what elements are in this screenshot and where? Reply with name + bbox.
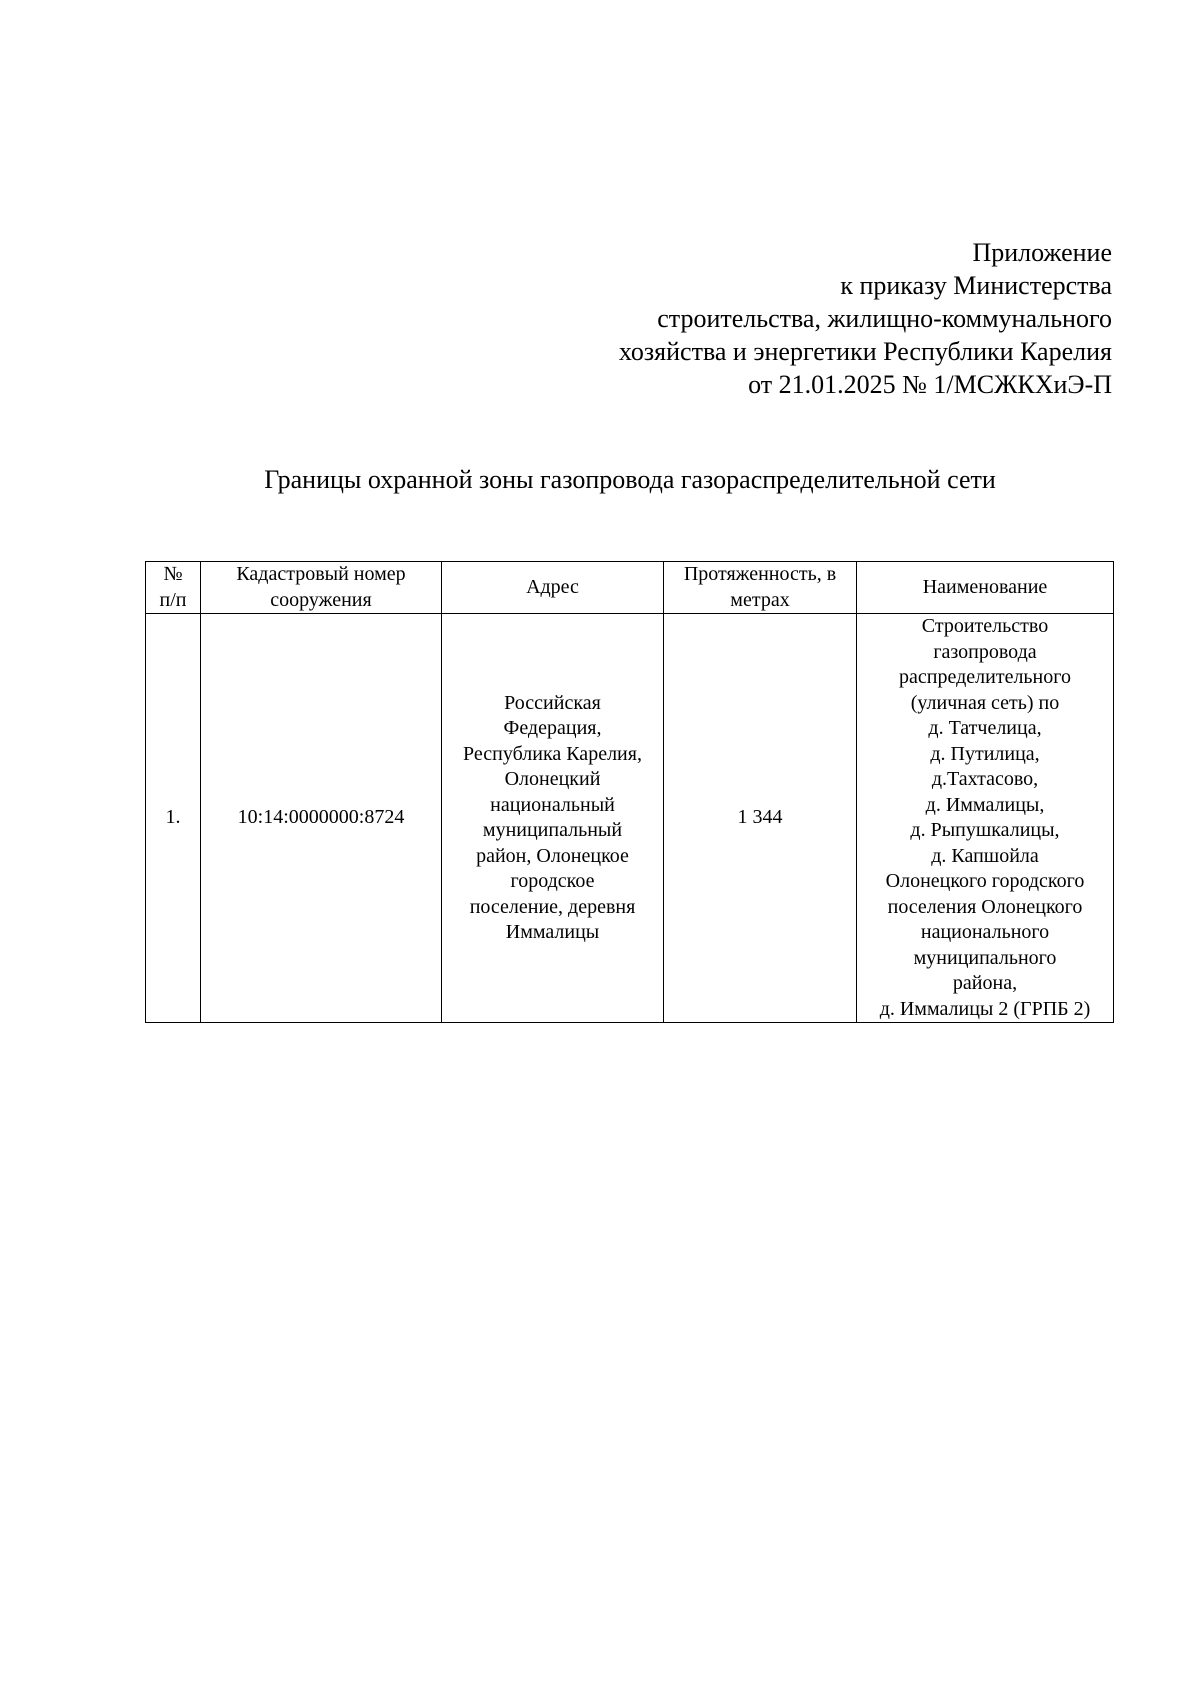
name-line: распределительного xyxy=(899,666,1071,688)
name-line: д. Рыпушкалицы, xyxy=(910,819,1060,841)
name-line: района, xyxy=(952,972,1018,994)
name-line: д. Иммалицы, xyxy=(925,793,1045,816)
header-text: Наименование xyxy=(922,575,1048,598)
header-text: сооружения xyxy=(270,588,372,611)
address-line: Российская xyxy=(504,691,601,714)
header-text: Адрес xyxy=(526,575,579,598)
cell-number: 1. xyxy=(146,614,201,1023)
appendix-line: строительства, жилищно-коммунального xyxy=(657,304,1112,333)
address-line: поселение, деревня xyxy=(469,895,636,918)
header-text: п/п xyxy=(159,588,187,611)
address-line: Федерация, xyxy=(503,717,602,739)
header-length xyxy=(664,562,857,614)
document-title: Границы охранной зоны газопровода газораспределительной сети xyxy=(264,465,996,494)
address-line: Республика Карелия, xyxy=(463,742,642,765)
protection-zone-table xyxy=(145,561,1114,1023)
name-line: д.Тахтасово, xyxy=(931,768,1039,790)
cell-length: 1 344 xyxy=(664,614,857,1023)
address-line: национальный xyxy=(490,793,615,816)
table-row xyxy=(146,614,1114,1023)
address-line: район, Олонецкое xyxy=(476,844,629,867)
cell-name xyxy=(857,614,1114,1023)
cell-cadastral-number: 10:14:0000000:8724 xyxy=(201,614,442,1023)
appendix-line: к приказу Министерства xyxy=(840,271,1112,300)
appendix-line: хозяйства и энергетики Республики Карелия xyxy=(618,337,1112,366)
cell-address xyxy=(442,614,664,1023)
name-line: газопровода xyxy=(933,640,1037,663)
address-line: Иммалицы xyxy=(505,921,600,943)
name-line: Олонецкого городского xyxy=(885,870,1085,892)
name-line: муниципального xyxy=(913,946,1057,969)
name-line: д. Капшойла xyxy=(931,844,1039,867)
header-text: Кадастровый номер xyxy=(236,563,406,585)
name-line: поселения Олонецкого xyxy=(887,895,1083,918)
name-line: д. Иммалицы 2 (ГРПБ 2) xyxy=(879,997,1091,1020)
name-line: д. Татчелица, xyxy=(928,717,1042,739)
header-name xyxy=(857,562,1114,614)
header-text: Протяженность, в xyxy=(683,563,837,585)
appendix-line: Приложение xyxy=(972,238,1112,267)
name-line: д. Путилица, xyxy=(930,742,1040,765)
header-number xyxy=(146,562,201,614)
name-line: национального xyxy=(920,921,1050,943)
address-line: городское xyxy=(510,870,595,892)
name-line: Строительство xyxy=(921,615,1049,637)
header-address xyxy=(442,562,664,614)
header-text: метрах xyxy=(730,588,790,611)
appendix-line: от 21.01.2025 № 1/МСЖКХиЭ-П xyxy=(748,370,1112,399)
address-line: Олонецкий xyxy=(504,768,601,790)
header-cadastral-number xyxy=(201,562,442,614)
header-text: № xyxy=(163,563,183,585)
name-line: (уличная сеть) по xyxy=(910,691,1060,714)
appendix-header xyxy=(492,236,1112,401)
table-header-row xyxy=(146,562,1114,614)
address-line: муниципальный xyxy=(482,819,623,841)
